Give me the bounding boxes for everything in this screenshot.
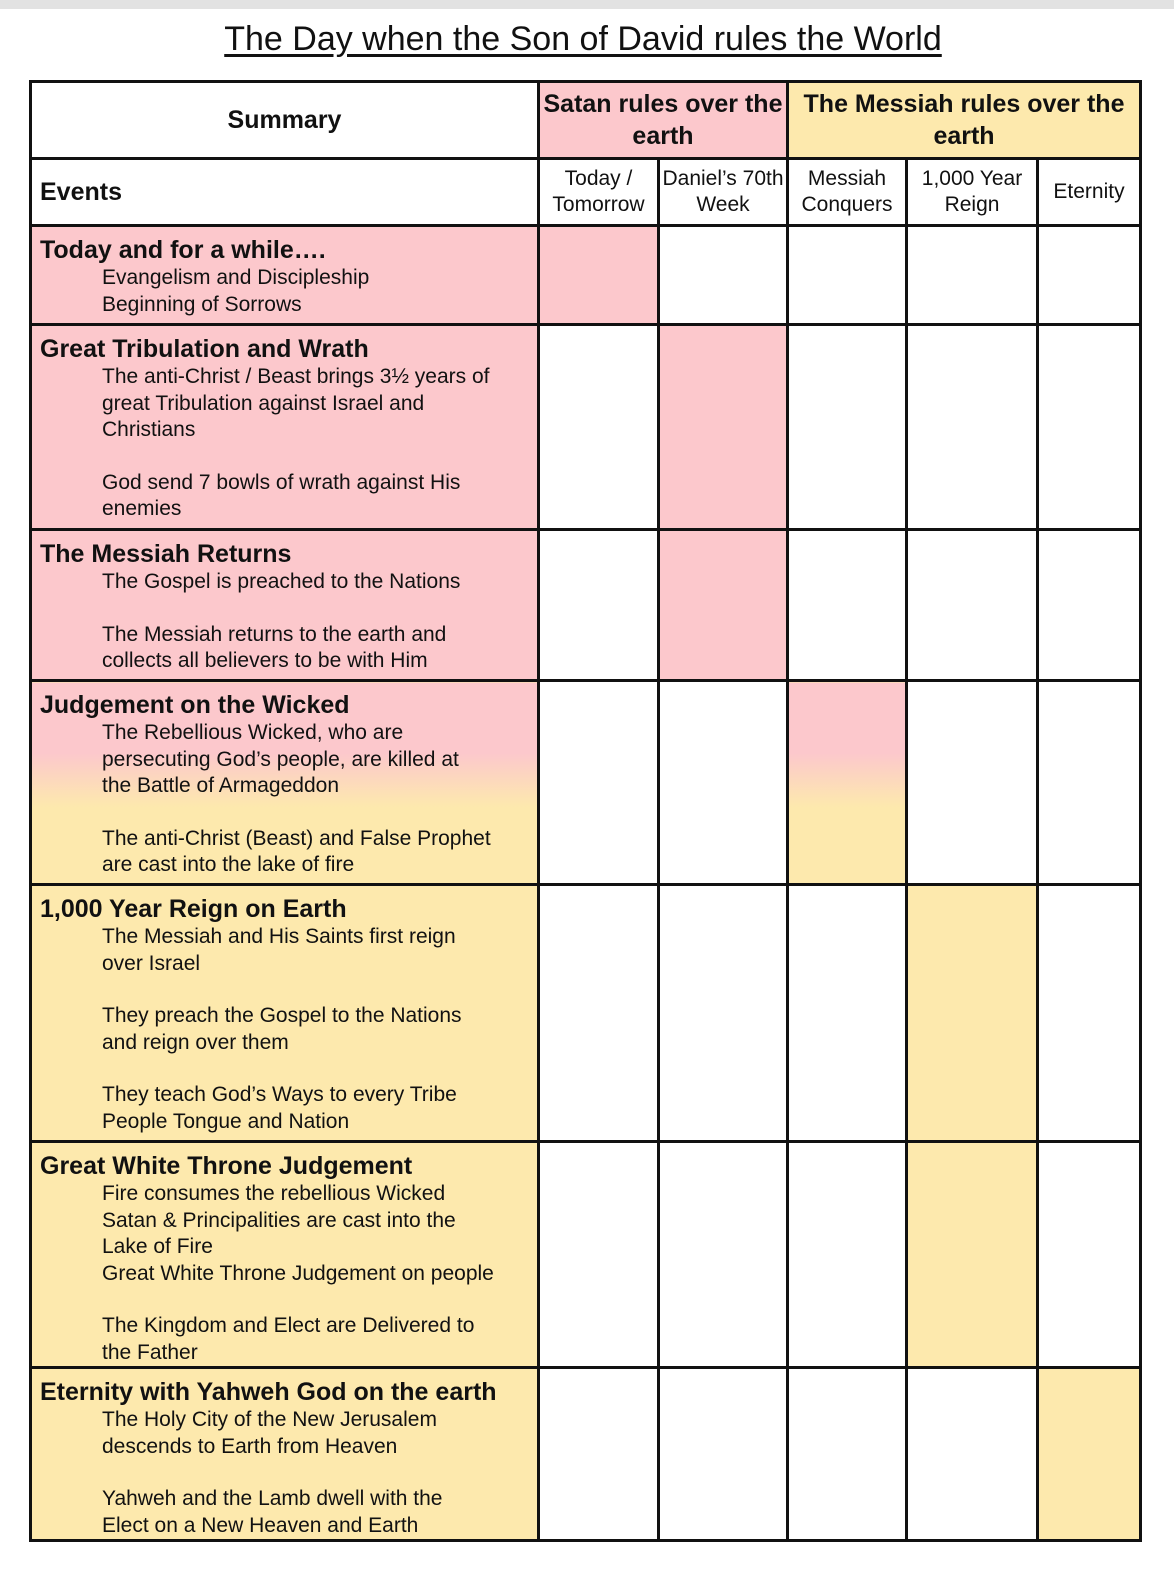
col-daniels-70th-week: Daniel’s 70th Week	[659, 159, 788, 226]
period-cell-active	[1038, 1368, 1141, 1541]
period-cell	[539, 1142, 659, 1368]
event-detail-line: great Tribulation against Israel and	[102, 391, 425, 415]
period-cell	[659, 226, 788, 325]
event-summary	[31, 1368, 539, 1541]
table-row	[31, 1368, 1141, 1541]
event-title: Eternity with Yahweh God on the earth	[40, 1378, 497, 1406]
event-title: The Messiah Returns	[40, 540, 292, 568]
event-detail-line: The anti-Christ / Beast brings 3½ years of	[102, 365, 490, 388]
event-detail-line: are cast into the lake of fire	[102, 853, 355, 876]
period-cell	[539, 325, 659, 530]
event-detail-line: The Holy City of the New Jerusalem	[102, 1408, 437, 1431]
period-cell	[1038, 1142, 1141, 1368]
event-detail-line: The Kingdom and Elect are Delivered to	[102, 1314, 475, 1337]
event-detail-line: Elect on a New Heaven and Earth	[102, 1513, 419, 1537]
period-cell-active	[907, 1142, 1038, 1368]
satan-rules-header: Satan rules over the earth	[539, 82, 788, 159]
period-cell-active	[659, 325, 788, 530]
page-title: The Day when the Son of David rules the World	[224, 20, 942, 58]
event-detail-line: The Messiah returns to the earth and	[102, 622, 447, 646]
summary-header: Summary	[31, 82, 539, 159]
period-cell	[907, 681, 1038, 885]
period-cell	[788, 1142, 907, 1368]
period-cell	[539, 885, 659, 1142]
paragraph-gap	[40, 1287, 531, 1313]
event-detail-line: Beginning of Sorrows	[102, 292, 302, 316]
event-title: Judgement on the Wicked	[40, 691, 350, 719]
period-cell	[539, 530, 659, 681]
event-detail-line: The Messiah and His Saints first reign	[102, 925, 456, 948]
period-cell	[788, 885, 907, 1142]
paragraph-gap	[40, 596, 531, 622]
period-cell	[788, 530, 907, 681]
period-cell	[659, 885, 788, 1142]
event-detail-line: Great White Throne Judgement on people	[102, 1261, 494, 1285]
period-cell	[1038, 325, 1141, 530]
table-row	[31, 530, 1141, 681]
event-title: Great White Throne Judgement	[40, 1152, 413, 1180]
period-cell	[659, 1368, 788, 1541]
period-cell	[788, 1368, 907, 1541]
event-summary	[31, 681, 539, 885]
period-cell	[1038, 530, 1141, 681]
period-cell	[907, 226, 1038, 325]
event-detail-line: persecuting God’s people, are killed at	[102, 747, 459, 771]
event-detail-line: The anti-Christ (Beast) and False Prophet	[102, 826, 491, 850]
event-title: 1,000 Year Reign on Earth	[40, 895, 347, 923]
event-detail-line: Christians	[102, 418, 196, 441]
period-cell-active	[788, 681, 907, 885]
paragraph-gap	[40, 800, 531, 826]
table-row	[31, 1142, 1141, 1368]
col-1000-year-reign: 1,000 Year Reign	[907, 159, 1038, 226]
event-detail-line: Satan & Principalities are cast into the	[102, 1208, 456, 1232]
event-detail-line: The Rebellious Wicked, who are	[102, 721, 404, 744]
event-detail-line: People Tongue and Nation	[102, 1109, 350, 1133]
paragraph-gap	[40, 1460, 531, 1486]
col-today-tomorrow: Today / Tomorrow	[539, 159, 659, 226]
period-cell	[788, 325, 907, 530]
event-title: Great Tribulation and Wrath	[40, 335, 369, 363]
period-cell	[659, 681, 788, 885]
timeline-table	[29, 80, 1142, 1542]
period-cell	[907, 325, 1038, 530]
paragraph-gap	[40, 977, 531, 1003]
period-cell	[539, 681, 659, 885]
event-summary	[31, 530, 539, 681]
period-cell	[907, 530, 1038, 681]
paragraph-gap	[40, 444, 531, 470]
event-detail-line: God send 7 bowls of wrath against His	[102, 470, 461, 494]
event-summary	[31, 1142, 539, 1368]
period-cell	[659, 1142, 788, 1368]
period-cell-active	[907, 885, 1038, 1142]
event-detail-line: the Father	[102, 1340, 198, 1364]
event-detail-line: Yahweh and the Lamb dwell with the	[102, 1487, 443, 1510]
event-summary	[31, 885, 539, 1142]
event-detail-line: the Battle of Armageddon	[102, 774, 339, 797]
event-detail-line: They teach God’s Ways to every Tribe	[102, 1083, 457, 1106]
event-summary	[31, 325, 539, 530]
event-detail-line: collects all believers to be with Him	[102, 649, 428, 672]
event-detail-line: over Israel	[102, 951, 201, 975]
events-header: Events	[31, 159, 539, 226]
event-detail-line: They preach the Gospel to the Nations	[102, 1004, 462, 1027]
table-row	[31, 226, 1141, 325]
table-row	[31, 681, 1141, 885]
period-cell	[1038, 885, 1141, 1142]
event-detail-line: enemies	[102, 497, 182, 520]
period-cell-active	[539, 226, 659, 325]
event-detail-line: Lake of Fire	[102, 1235, 213, 1258]
paragraph-gap	[40, 1056, 531, 1082]
period-cell	[788, 226, 907, 325]
event-summary	[31, 226, 539, 325]
period-cell	[539, 1368, 659, 1541]
period-cell	[907, 1368, 1038, 1541]
event-detail-line: Evangelism and Discipleship	[102, 266, 370, 289]
event-detail-line: The Gospel is preached to the Nations	[102, 570, 461, 593]
period-cell-active	[659, 530, 788, 681]
event-detail-line: Fire consumes the rebellious Wicked	[102, 1182, 446, 1205]
col-eternity: Eternity	[1038, 159, 1141, 226]
event-detail-line: and reign over them	[102, 1030, 289, 1054]
top-bar	[0, 0, 1174, 9]
period-cell	[1038, 226, 1141, 325]
period-cell	[1038, 681, 1141, 885]
event-detail-line: descends to Earth from Heaven	[102, 1434, 398, 1458]
event-title: Today and for a while….	[40, 236, 326, 264]
table-row	[31, 885, 1141, 1142]
col-messiah-conquers: Messiah Conquers	[788, 159, 907, 226]
table-row	[31, 325, 1141, 530]
messiah-rules-header: The Messiah rules over the earth	[788, 82, 1141, 159]
